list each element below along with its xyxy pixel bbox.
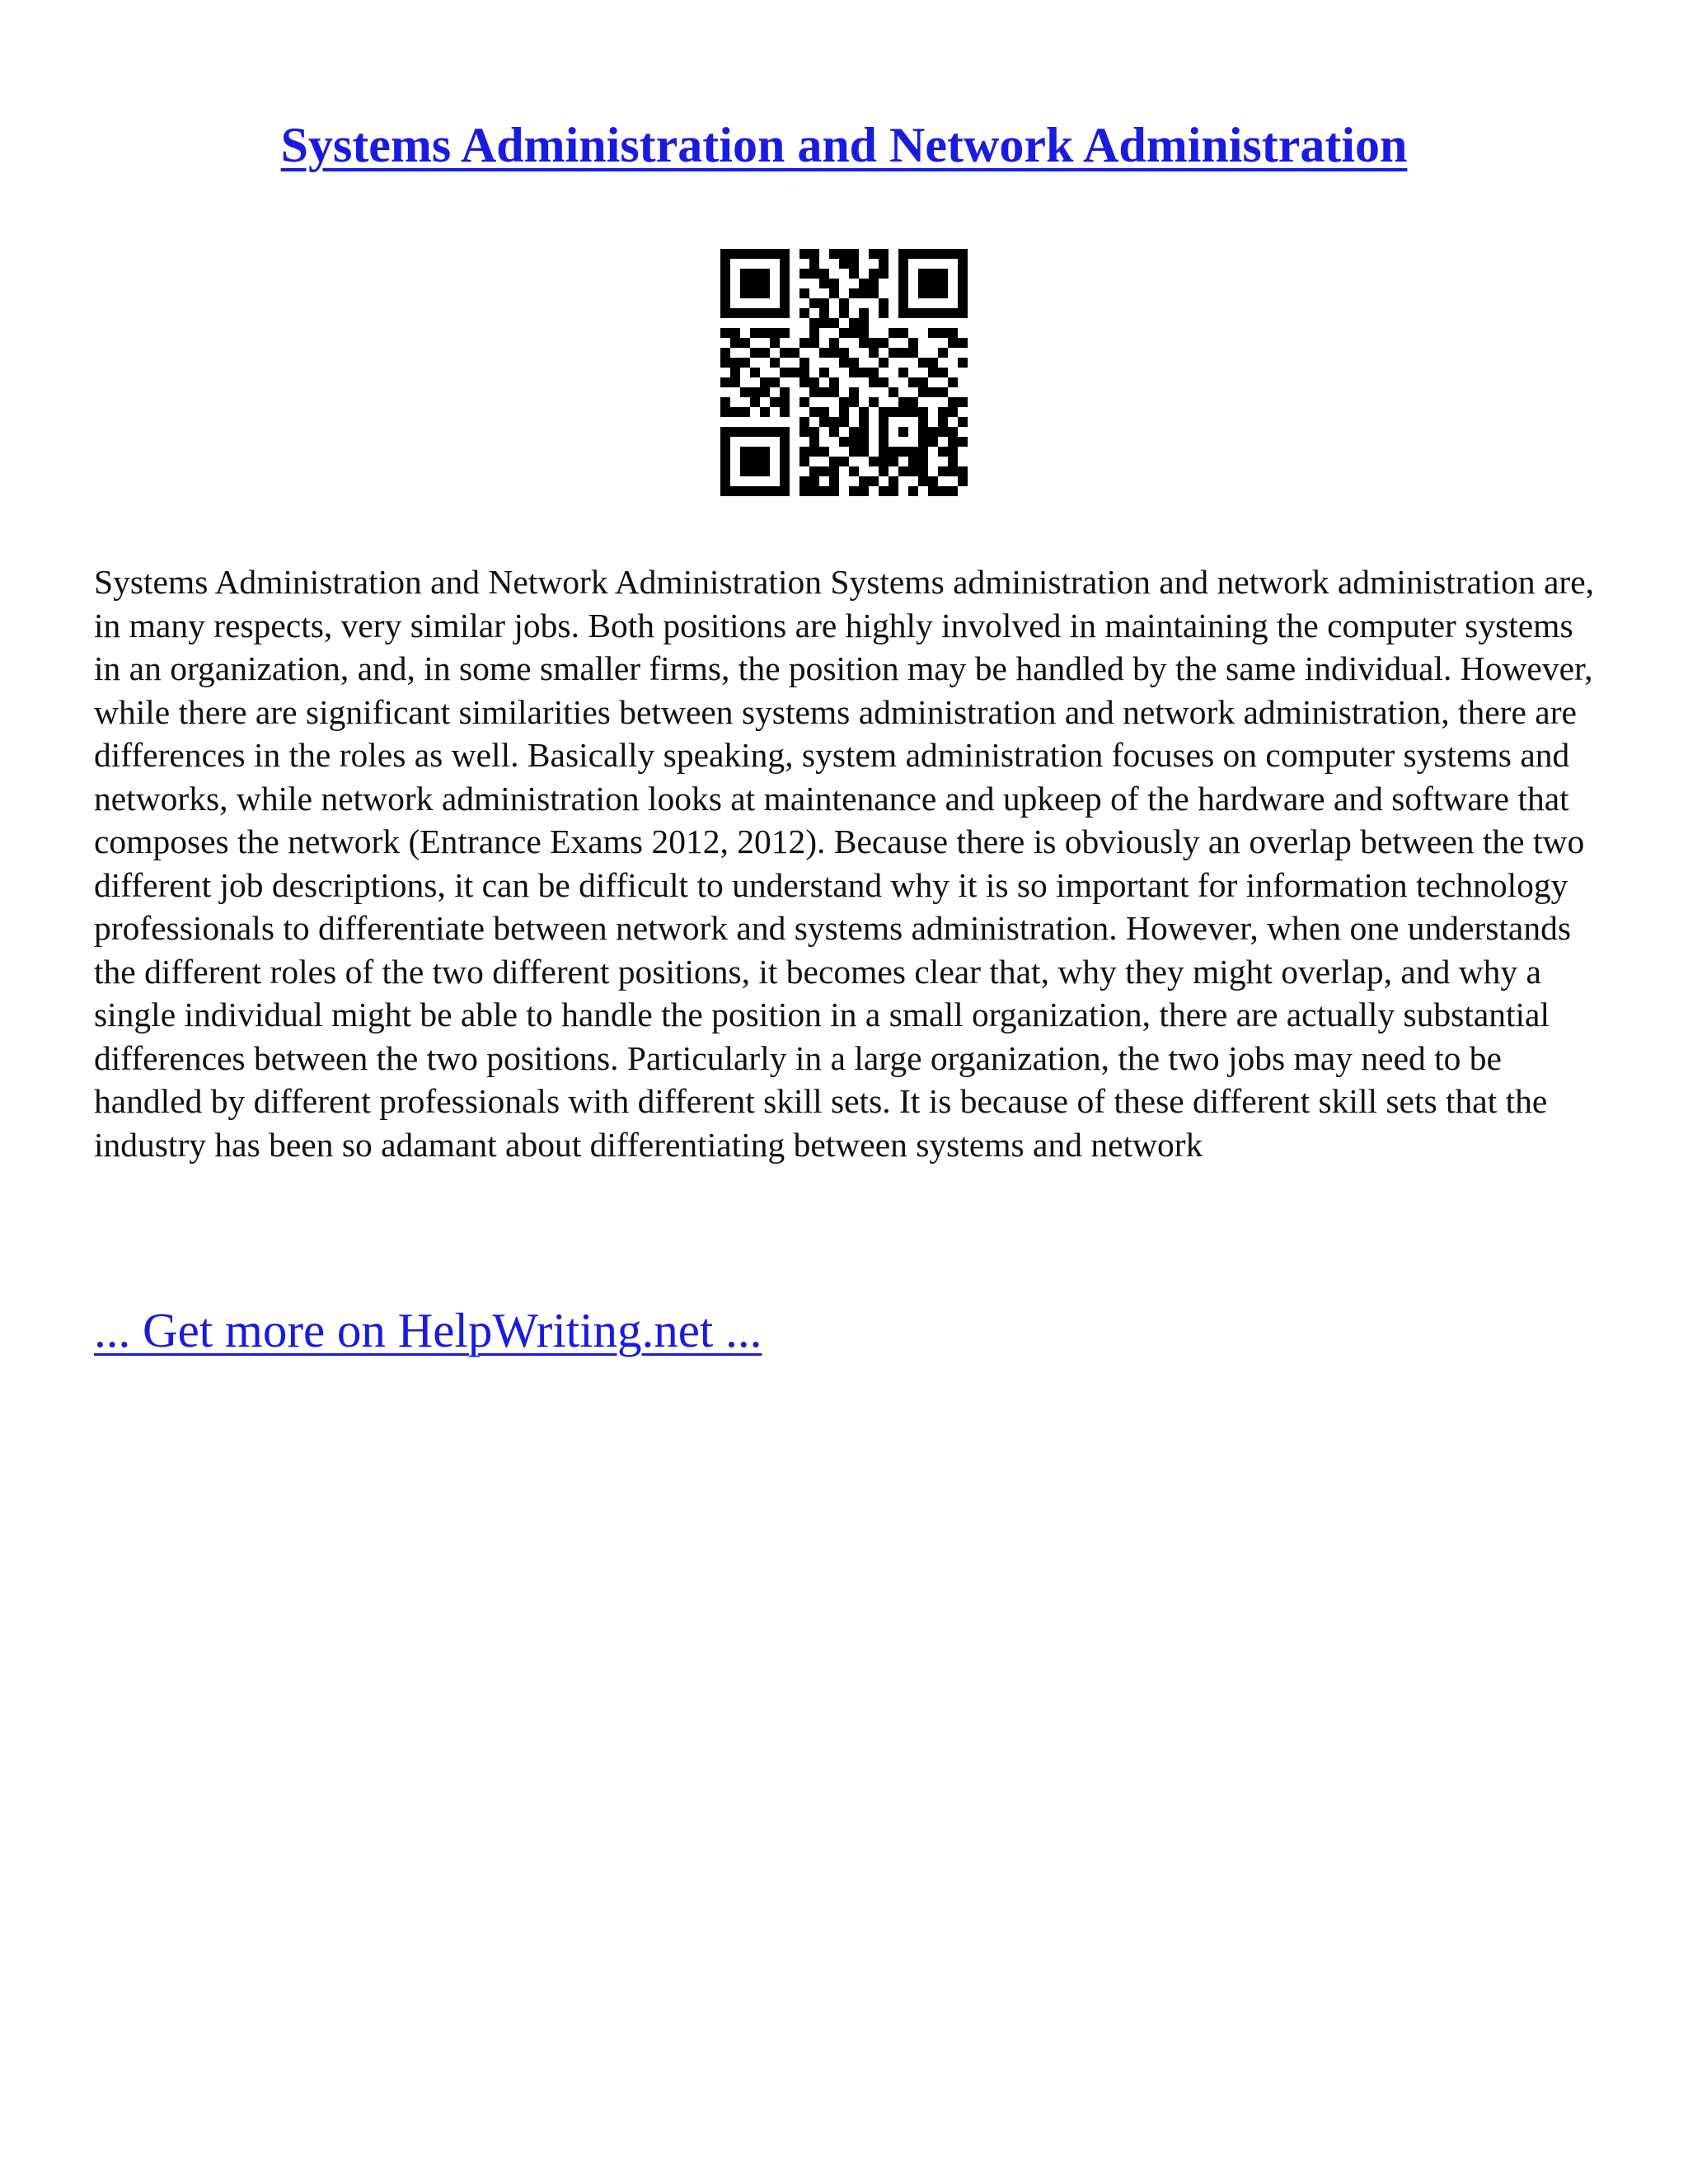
more-link-container — [94, 1301, 762, 1360]
body-paragraph: Systems Administration and Network Administration Systems administration and network administration are, in many respects, very similar jobs. Both positions are highly involved in maintaining the computer systems in an organization, and, in some smaller firms, the position may be handled by the same individual. However, while there are significant similarities between systems administration and network administration, there are differences in the roles as well. Basically speaking, system administration focuses on computer systems and networks, while network administration looks at maintenance and upkeep of the hardware and software that composes the network (Entrance Exams 2012, 2012). Because there is obviously an overlap between the two different job descriptions, it can be difficult to understand why it is so important for information technology professionals to differentiate between network and systems administration. However, when one understands the different roles of the two different positions, it becomes clear that, why they might overlap, and why a single individual might be able to handle the position in a small organization, there are actually substantial differences between the two positions. Particularly in a large organization, the two jobs may need to be handled by different professionals with different skill sets. It is because of these different skill sets that the industry has been so adamant about differentiating between systems and network — [94, 563, 1595, 1164]
title-link[interactable]: Systems Administration and Network Administration — [280, 118, 1408, 172]
qr-code-graphic — [720, 249, 968, 496]
get-more-link[interactable]: ... Get more on HelpWriting.net ... — [94, 1303, 762, 1357]
page-title — [0, 114, 1688, 176]
qr-code-icon — [720, 249, 968, 496]
